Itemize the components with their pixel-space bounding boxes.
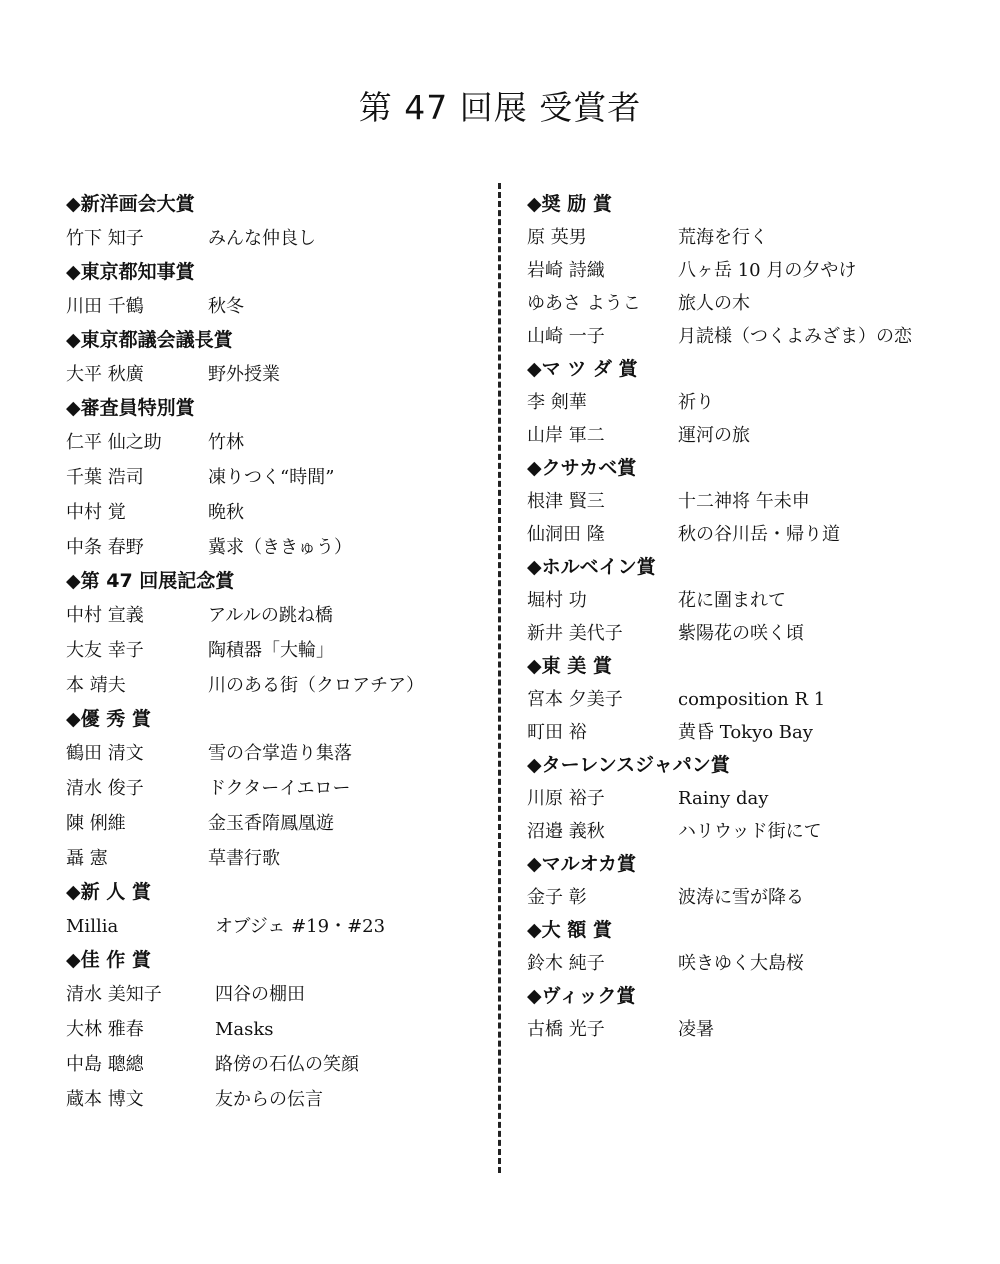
award-heading: ◆クサカベ賞: [527, 457, 637, 479]
artist-name: 李 剣華: [527, 392, 587, 413]
artist-name: ゆあさ ようこ: [527, 293, 641, 314]
artwork-title: 波涛に雪が降る: [678, 887, 804, 908]
artwork-title: 雪の合掌造り集落: [208, 743, 352, 764]
winner-row: [527, 221, 977, 254]
award-heading: ◆東京都知事賞: [66, 261, 195, 283]
winner-row: [527, 320, 977, 353]
artist-name: 大友 幸子: [66, 640, 144, 661]
artwork-title: 冀求（ききゅう）: [208, 537, 352, 558]
winner-row: [66, 668, 486, 703]
winner-row: [527, 485, 977, 518]
artwork-title: 祈り: [678, 392, 714, 413]
artwork-title: 咲きゆく大島桜: [678, 953, 804, 974]
winner-row: [66, 495, 486, 530]
award-heading: ◆東京都議会議長賞: [66, 329, 233, 351]
winner-row: [66, 425, 486, 460]
winner-row: [66, 357, 486, 392]
artwork-title: オブジェ #19・#23: [215, 916, 386, 937]
award-heading: ◆佳 作 賞: [66, 949, 151, 971]
award-section: [527, 353, 977, 452]
artist-name: 大平 秋廣: [66, 364, 144, 385]
winner-row: [66, 977, 486, 1012]
artwork-title: 紫陽花の咲く頃: [678, 623, 804, 644]
artwork-title: 金玉香隋鳳凰遊: [208, 813, 334, 834]
artist-name: 竹下 知子: [66, 228, 144, 249]
winner-row: [66, 1082, 486, 1117]
winner-row: [66, 633, 486, 668]
artwork-title: 四谷の棚田: [215, 984, 305, 1005]
winner-row: [527, 815, 977, 848]
artwork-title: Masks: [215, 1019, 274, 1040]
award-section: [527, 980, 977, 1046]
artwork-title: 竹林: [208, 432, 244, 453]
artist-name: 中条 春野: [66, 537, 144, 558]
winner-row: [527, 584, 977, 617]
award-heading: ◆マ ツ ダ 賞: [527, 358, 638, 380]
winner-row: [66, 909, 486, 944]
award-section: [527, 914, 977, 980]
artwork-title: 月読様（つくよみざま）の恋: [678, 326, 912, 347]
left-award-column: [66, 188, 486, 1117]
artwork-title: 川のある街（クロアチア）: [208, 675, 424, 696]
winner-row: [66, 771, 486, 806]
artwork-title: ドクターイエロー: [208, 778, 351, 799]
artwork-title: 八ヶ岳 10 月の夕やけ: [678, 260, 857, 281]
artwork-title: Rainy day: [678, 788, 769, 809]
winner-row: [527, 1013, 977, 1046]
artist-name: 中村 宣義: [66, 605, 144, 626]
award-section: [527, 551, 977, 650]
artwork-title: 旅人の木: [678, 293, 750, 314]
award-section: [527, 650, 977, 749]
winner-row: [527, 716, 977, 749]
artwork-title: 陶積器「大輪」: [208, 640, 334, 661]
award-section: [527, 188, 977, 353]
award-section: [527, 452, 977, 551]
award-section: [66, 392, 486, 565]
artist-name: 仙洞田 隆: [527, 524, 605, 545]
artwork-title: composition R 1: [678, 689, 826, 710]
artwork-title: 路傍の石仏の笑顔: [215, 1054, 359, 1075]
winner-row: [66, 289, 486, 324]
winner-row: [527, 881, 977, 914]
column-divider: [498, 183, 501, 1173]
winner-row: [527, 287, 977, 320]
artist-name: 本 靖夫: [66, 675, 126, 696]
artwork-title: 秋の谷川岳・帰り道: [678, 524, 840, 545]
artist-name: 中村 覚: [66, 502, 126, 523]
winner-row: [527, 518, 977, 551]
artwork-title: 凌暑: [678, 1019, 714, 1040]
artist-name: Millia: [66, 916, 119, 937]
artist-name: 清水 俊子: [66, 778, 144, 799]
winner-row: [66, 806, 486, 841]
artist-name: 鈴木 純子: [527, 953, 605, 974]
award-section: [66, 565, 486, 703]
award-section: [66, 703, 486, 876]
winner-row: [66, 598, 486, 633]
award-heading: ◆審査員特別賞: [66, 397, 195, 419]
artist-name: 山崎 一子: [527, 326, 605, 347]
winner-row: [66, 530, 486, 565]
award-section: [527, 749, 977, 848]
winner-row: [66, 736, 486, 771]
page-title: 第 47 回展 受賞者: [358, 88, 642, 127]
artist-name: 金子 彰: [527, 887, 587, 908]
artist-name: 仁平 仙之助: [66, 432, 162, 453]
artist-name: 蔵本 博文: [66, 1089, 144, 1110]
artwork-title: 花に圍まれて: [678, 590, 786, 611]
artwork-title: 運河の旅: [678, 425, 750, 446]
artist-name: 沼邉 義秋: [527, 821, 605, 842]
winner-row: [66, 221, 486, 256]
artist-name: 古橋 光子: [527, 1019, 605, 1040]
artwork-title: ハリウッド街にて: [678, 821, 822, 842]
award-heading: ◆優 秀 賞: [66, 708, 151, 730]
artist-name: 町田 裕: [527, 722, 587, 743]
winner-row: [527, 419, 977, 452]
award-heading: ◆新洋画会大賞: [66, 193, 195, 215]
award-heading: ◆ホルベイン賞: [527, 556, 656, 578]
award-section: [66, 944, 486, 1117]
winner-row: [66, 1047, 486, 1082]
artwork-title: みんな仲良し: [208, 228, 316, 249]
award-heading: ◆ヴィック賞: [527, 985, 636, 1007]
artwork-title: 凍りつく“時間”: [208, 467, 335, 488]
artist-name: 根津 賢三: [527, 491, 605, 512]
artist-name: 大林 雅春: [66, 1019, 144, 1040]
award-section: [66, 324, 486, 392]
artist-name: 堀村 功: [527, 590, 587, 611]
award-heading: ◆奨 励 賞: [527, 193, 612, 215]
artwork-title: アルルの跳ね橋: [208, 605, 333, 626]
artwork-title: 晩秋: [208, 502, 244, 523]
artist-name: 清水 美知子: [66, 984, 162, 1005]
winner-row: [66, 460, 486, 495]
winner-row: [527, 782, 977, 815]
award-heading: ◆東 美 賞: [527, 655, 612, 677]
winner-row: [527, 386, 977, 419]
artwork-title: 野外授業: [208, 364, 280, 385]
winner-row: [66, 1012, 486, 1047]
winner-row: [527, 947, 977, 980]
award-heading: ◆大 額 賞: [527, 919, 612, 941]
award-section: [66, 256, 486, 324]
artist-name: 宮本 夕美子: [527, 689, 623, 710]
artist-name: 原 英男: [527, 227, 587, 248]
artwork-title: 秋冬: [208, 296, 244, 317]
award-section: [66, 876, 486, 944]
right-award-column: [527, 188, 977, 1046]
artist-name: 陳 俐維: [66, 813, 126, 834]
artist-name: 岩崎 詩織: [527, 260, 605, 281]
artist-name: 聶 憲: [66, 848, 108, 869]
winner-row: [527, 254, 977, 287]
award-section: [527, 848, 977, 914]
artist-name: 川田 千鶴: [66, 296, 144, 317]
artwork-title: 黄昏 Tokyo Bay: [678, 722, 813, 743]
artist-name: 鶴田 清文: [66, 743, 144, 764]
artwork-title: 友からの伝言: [215, 1089, 323, 1110]
award-heading: ◆ターレンスジャパン賞: [527, 754, 730, 776]
winner-row: [527, 617, 977, 650]
award-heading: ◆第 47 回展記念賞: [66, 570, 235, 592]
winner-row: [527, 683, 977, 716]
award-heading: ◆新 人 賞: [66, 881, 151, 903]
artwork-title: 草書行歌: [208, 848, 280, 869]
artwork-title: 荒海を行く: [678, 227, 768, 248]
artist-name: 川原 裕子: [527, 788, 605, 809]
artwork-title: 十二神将 午未申: [678, 491, 810, 512]
award-heading: ◆マルオカ賞: [527, 853, 637, 875]
winner-row: [66, 841, 486, 876]
artist-name: 山岸 軍二: [527, 425, 605, 446]
artist-name: 中島 聰總: [66, 1054, 144, 1075]
award-section: [66, 188, 486, 256]
artist-name: 新井 美代子: [527, 623, 623, 644]
artist-name: 千葉 浩司: [66, 467, 144, 488]
